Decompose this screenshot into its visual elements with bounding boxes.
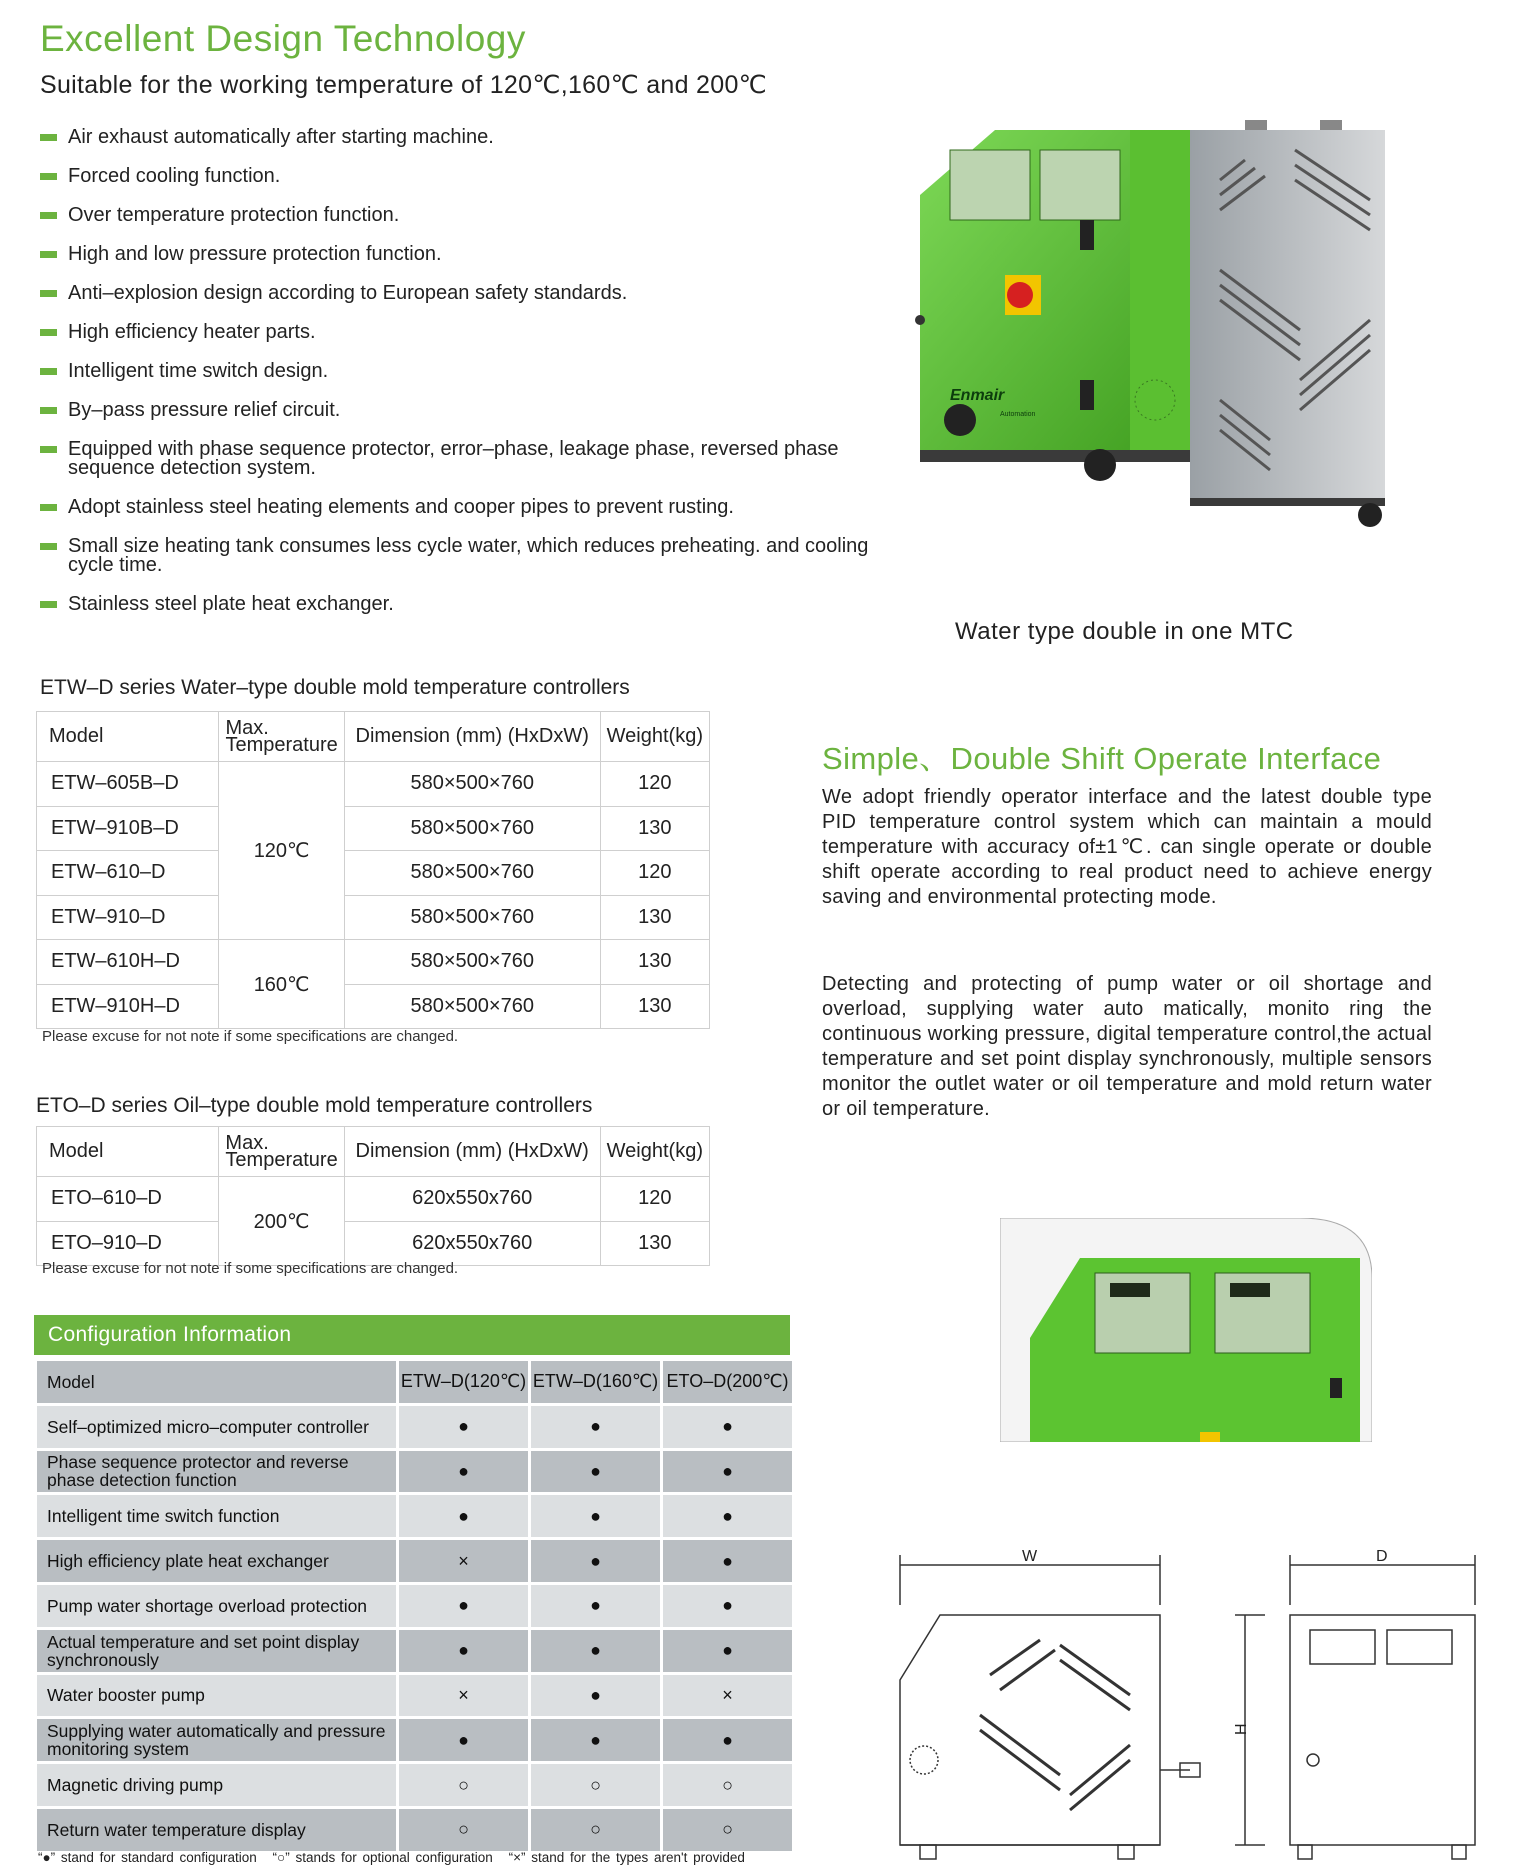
bullet-icon xyxy=(40,368,57,375)
config-row: Phase sequence protector and reverse phase detection function ● ● ● xyxy=(37,1451,792,1493)
bullet-icon xyxy=(40,212,57,219)
feature-item: Small size heating tank consumes less cycle water, which reduces preheating. and cooling cycle time. xyxy=(40,537,900,575)
header-max-temp: Max. Temperature xyxy=(219,712,344,762)
config-row: Actual temperature and set point display synchronously ● ● ● xyxy=(37,1630,792,1672)
legend-standard: “●” stand for standard configuration xyxy=(38,1850,257,1865)
bullet-icon xyxy=(40,446,57,453)
table-row: ETO–910–D 620x550x760 130 xyxy=(37,1221,710,1266)
feature-item: Anti–explosion design according to European safety standards. xyxy=(40,284,900,303)
config-row: Intelligent time switch function ● ● ● xyxy=(37,1495,792,1537)
config-header-row: Model ETW–D(120℃) ETW–D(160℃) ETO–D(200℃) xyxy=(37,1361,792,1403)
etw-table-title: ETW–D series Water–type double mold temperature controllers xyxy=(40,676,630,699)
interface-paragraph-2: Detecting and protecting of pump water or oil shortage and overload, supplying water auto matically, monito ring the continuous working pressure, digital temperature control,the actual temperature and set point display synchronously, multiple sensors monitor the outlet water or oil temperature and mold return water or oil temperature. xyxy=(822,973,1432,1120)
h-label: H xyxy=(1233,1723,1250,1735)
bullet-icon xyxy=(40,543,57,550)
machine-caption: Water type double in one MTC xyxy=(955,618,1294,645)
config-row: Self–optimized micro–computer controller ● ● ● xyxy=(37,1406,792,1448)
temp-group: 200℃ xyxy=(219,1177,344,1266)
table-row: ETW–910H–D 580×500×760 130 xyxy=(37,984,710,1029)
svg-text:Enmair: Enmair xyxy=(950,387,1005,404)
temp-group: 160℃ xyxy=(219,940,344,1029)
table-row: ETW–610–D 580×500×760 120 xyxy=(37,851,710,896)
feature-item: Forced cooling function. xyxy=(40,167,900,186)
bullet-icon xyxy=(40,173,57,180)
etw-spec-table xyxy=(36,711,710,1029)
d-label: D xyxy=(1376,1548,1388,1565)
config-row: Magnetic driving pump ○ ○ ○ xyxy=(37,1764,792,1806)
bullet-icon xyxy=(40,329,57,336)
table-row: ETW–605B–D 120℃ 580×500×760 120 xyxy=(37,762,710,807)
bullet-icon xyxy=(40,290,57,297)
page-subtitle: Suitable for the working temperature of 120℃,160℃ and 200℃ xyxy=(40,71,768,99)
config-row: Supplying water automatically and pressure monitoring system ● ● ● xyxy=(37,1719,792,1761)
header-model: Model xyxy=(37,1127,219,1177)
bullet-icon xyxy=(40,601,57,608)
header-model: Model xyxy=(37,712,219,762)
config-row: Return water temperature display ○ ○ ○ xyxy=(37,1809,792,1851)
config-row: Water booster pump × ● × xyxy=(37,1675,792,1717)
table-row: ETW–610H–D 160℃ 580×500×760 130 xyxy=(37,940,710,985)
feature-list xyxy=(40,128,900,634)
feature-item: High and low pressure protection function. xyxy=(40,245,900,264)
eto-spec-table xyxy=(36,1126,710,1266)
table-row: ETW–910–D 580×500×760 130 xyxy=(37,895,710,940)
legend-optional: “○” stands for optional configuration xyxy=(272,1850,493,1865)
bullet-icon xyxy=(40,251,57,258)
bullet-icon xyxy=(40,407,57,414)
config-legend xyxy=(38,1850,755,1865)
page-title: Excellent Design Technology xyxy=(40,18,526,59)
header-max-temp: Max. Temperature xyxy=(219,1127,344,1177)
config-row: Pump water shortage overload protection ● ● ● xyxy=(37,1585,792,1627)
feature-item: By–pass pressure relief circuit. xyxy=(40,401,900,420)
feature-item: Equipped with phase sequence protector, error–phase, leakage phase, reversed phase sequence detection system. xyxy=(40,440,900,478)
config-row: High efficiency plate heat exchanger × ● ● xyxy=(37,1540,792,1582)
dimension-drawing xyxy=(880,1545,1480,1865)
feature-item: Intelligent time switch design. xyxy=(40,362,900,381)
feature-item: Adopt stainless steel heating elements and cooper pipes to prevent rusting. xyxy=(40,498,900,517)
w-label: W xyxy=(1022,1548,1038,1565)
table-row: ETO–610–D 200℃ 620x550x760 120 xyxy=(37,1177,710,1222)
interface-paragraph-1: We adopt friendly operator interface and the latest double type PID temperature control system which can maintain a mould temperature with accuracy of±1℃. can single operate or double shift operate according to real product need to achieve energy saving and environmental protecting mode. xyxy=(822,786,1432,908)
machine-photo xyxy=(900,120,1400,560)
header-weight: Weight(kg) xyxy=(600,1127,709,1177)
feature-item: Stainless steel plate heat exchanger. xyxy=(40,595,900,614)
config-title-bar: Configuration Information xyxy=(34,1315,790,1355)
feature-item: High efficiency heater parts. xyxy=(40,323,900,342)
etw-note: Please excuse for not note if some specifications are changed. xyxy=(42,1028,459,1045)
control-panel-photo xyxy=(1000,1218,1372,1442)
svg-text:Automation: Automation xyxy=(1000,411,1036,418)
interface-title: Simple、Double Shift Operate Interface xyxy=(822,741,1382,776)
header-dimension: Dimension (mm) (HxDxW) xyxy=(344,712,600,762)
header-weight: Weight(kg) xyxy=(600,712,709,762)
feature-item: Air exhaust automatically after starting machine. xyxy=(40,128,900,147)
feature-item: Over temperature protection function. xyxy=(40,206,900,225)
bullet-icon xyxy=(40,134,57,141)
table-row: ETW–910B–D 580×500×760 130 xyxy=(37,806,710,851)
eto-table-title: ETO–D series Oil–type double mold temperature controllers xyxy=(36,1094,593,1117)
legend-not-provided: “×” stand for the types aren't provided xyxy=(508,1850,745,1865)
temp-group: 120℃ xyxy=(219,762,344,940)
config-table xyxy=(34,1358,795,1854)
eto-note: Please excuse for not note if some specifications are changed. xyxy=(42,1260,459,1277)
header-dimension: Dimension (mm) (HxDxW) xyxy=(344,1127,600,1177)
bullet-icon xyxy=(40,504,57,511)
